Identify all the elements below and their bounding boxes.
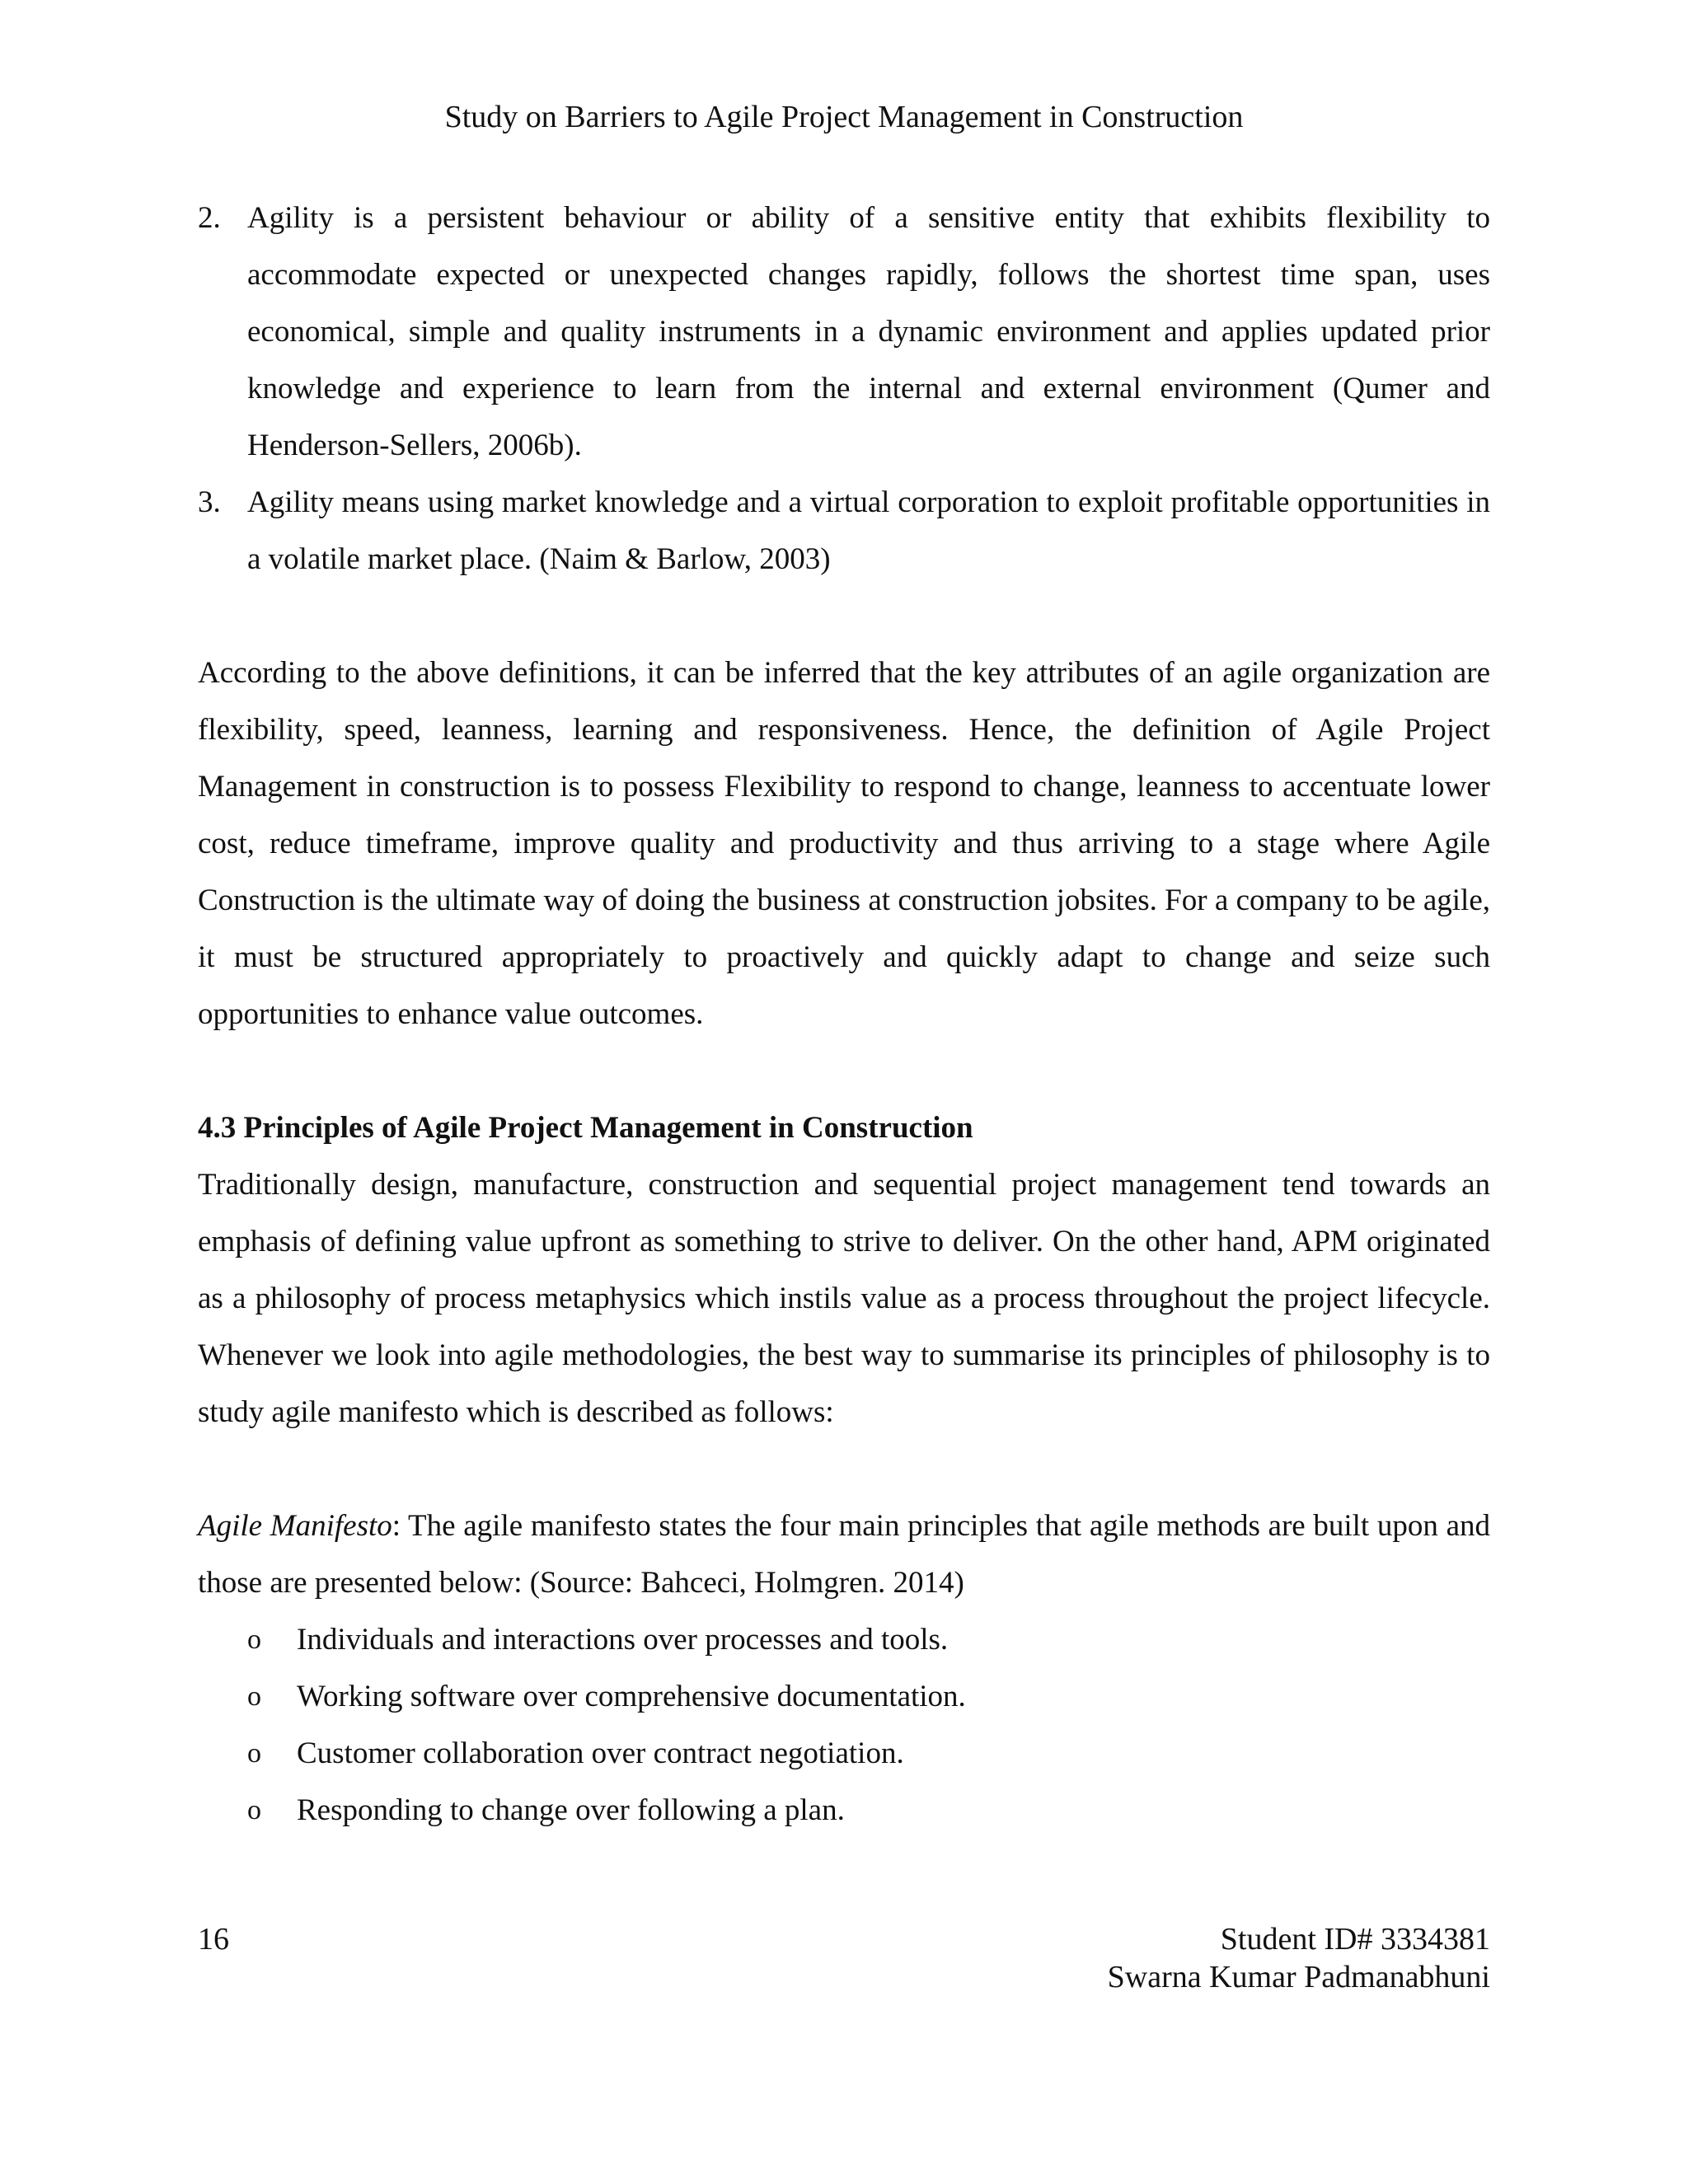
- manifesto-term: Agile Manifesto: [198, 1509, 392, 1543]
- manifesto-text: : The agile manifesto states the four main principles that agile methods are built upon and those are presented below: (Source: Bahceci, Holmgren. 2014): [198, 1509, 1490, 1600]
- circle-bullet-icon: o: [247, 1681, 261, 1712]
- running-header: Study on Barriers to Agile Project Management in Construction: [444, 100, 1244, 134]
- list-item-text: Agility means using market knowledge and a virtual corporation to exploit profitable opportunities in a volatile market place. (Naim & Barlow, 2003): [247, 485, 1490, 576]
- list-item: [198, 1725, 1490, 1782]
- list-item: [198, 1782, 1490, 1839]
- list-item-number: 2.: [198, 201, 221, 235]
- list-item: [198, 1668, 1490, 1725]
- list-item-text: Working software over comprehensive documentation.: [297, 1680, 966, 1713]
- footer-author-block: [1108, 1920, 1490, 1996]
- list-item-text: Agility is a persistent behaviour or ability of a sensitive entity that exhibits flexibility to accommodate expected or unexpected changes rapidly, follows the shortest time span, uses economical, simple and quality instruments in a dynamic environment and applies updated prior knowledge and experience to learn from the internal and external environment (Qumer and Henderson-Sellers, 2006b).: [247, 201, 1490, 462]
- section-paragraph: Traditionally design, manufacture, construction and sequential project management tend towards an emphasis of defining value upfront as something to strive to deliver. On the other hand, APM originated as a philosophy of process metaphysics which instils value as a process throughout the project lifecycle. Whenever we look into agile methodologies, the best way to summarise its principles of philosophy is to study agile manifesto which is described as follows:: [198, 1168, 1490, 1429]
- section-heading: 4.3 Principles of Agile Project Management in Construction: [198, 1111, 973, 1145]
- list-item: [198, 1611, 1490, 1668]
- list-item-text: Responding to change over following a plan.: [297, 1793, 845, 1827]
- list-item-number: 3.: [198, 485, 221, 519]
- inference-paragraph: According to the above definitions, it can be inferred that the key attributes of an agile organization are flexibility, speed, leanness, learning and responsiveness. Hence, the definition of Agile Project Management in construction is to possess Flexibility to respond to change, leanness to accentuate lower cost, reduce timeframe, improve quality and productivity and thus arriving to a stage where Agile Construction is the ultimate way of doing the business at construction jobsites. For a company to be agile, it must be structured appropriately to proactively and quickly adapt to change and seize such opportunities to enhance value outcomes.: [198, 656, 1490, 1031]
- circle-bullet-icon: o: [247, 1624, 261, 1655]
- definitions-list: [198, 190, 1490, 588]
- author-name: Swarna Kumar Padmanabhuni: [1107, 1960, 1490, 1994]
- page-content: [198, 190, 1490, 1839]
- list-item-text: Individuals and interactions over processes and tools.: [297, 1623, 949, 1657]
- manifesto-principles-list: [198, 1611, 1490, 1839]
- manifesto-paragraph: [198, 1497, 1490, 1611]
- circle-bullet-icon: o: [247, 1795, 261, 1825]
- spacer: [198, 1043, 1490, 1099]
- circle-bullet-icon: o: [247, 1738, 261, 1769]
- spacer: [198, 588, 1490, 644]
- list-item: [198, 474, 1490, 588]
- list-item-text: Customer collaboration over contract negotiation.: [297, 1736, 904, 1770]
- student-id: Student ID# 3334381: [1220, 1922, 1490, 1957]
- page-number: 16: [198, 1922, 229, 1957]
- spacer: [198, 1441, 1490, 1497]
- list-item: [198, 190, 1490, 474]
